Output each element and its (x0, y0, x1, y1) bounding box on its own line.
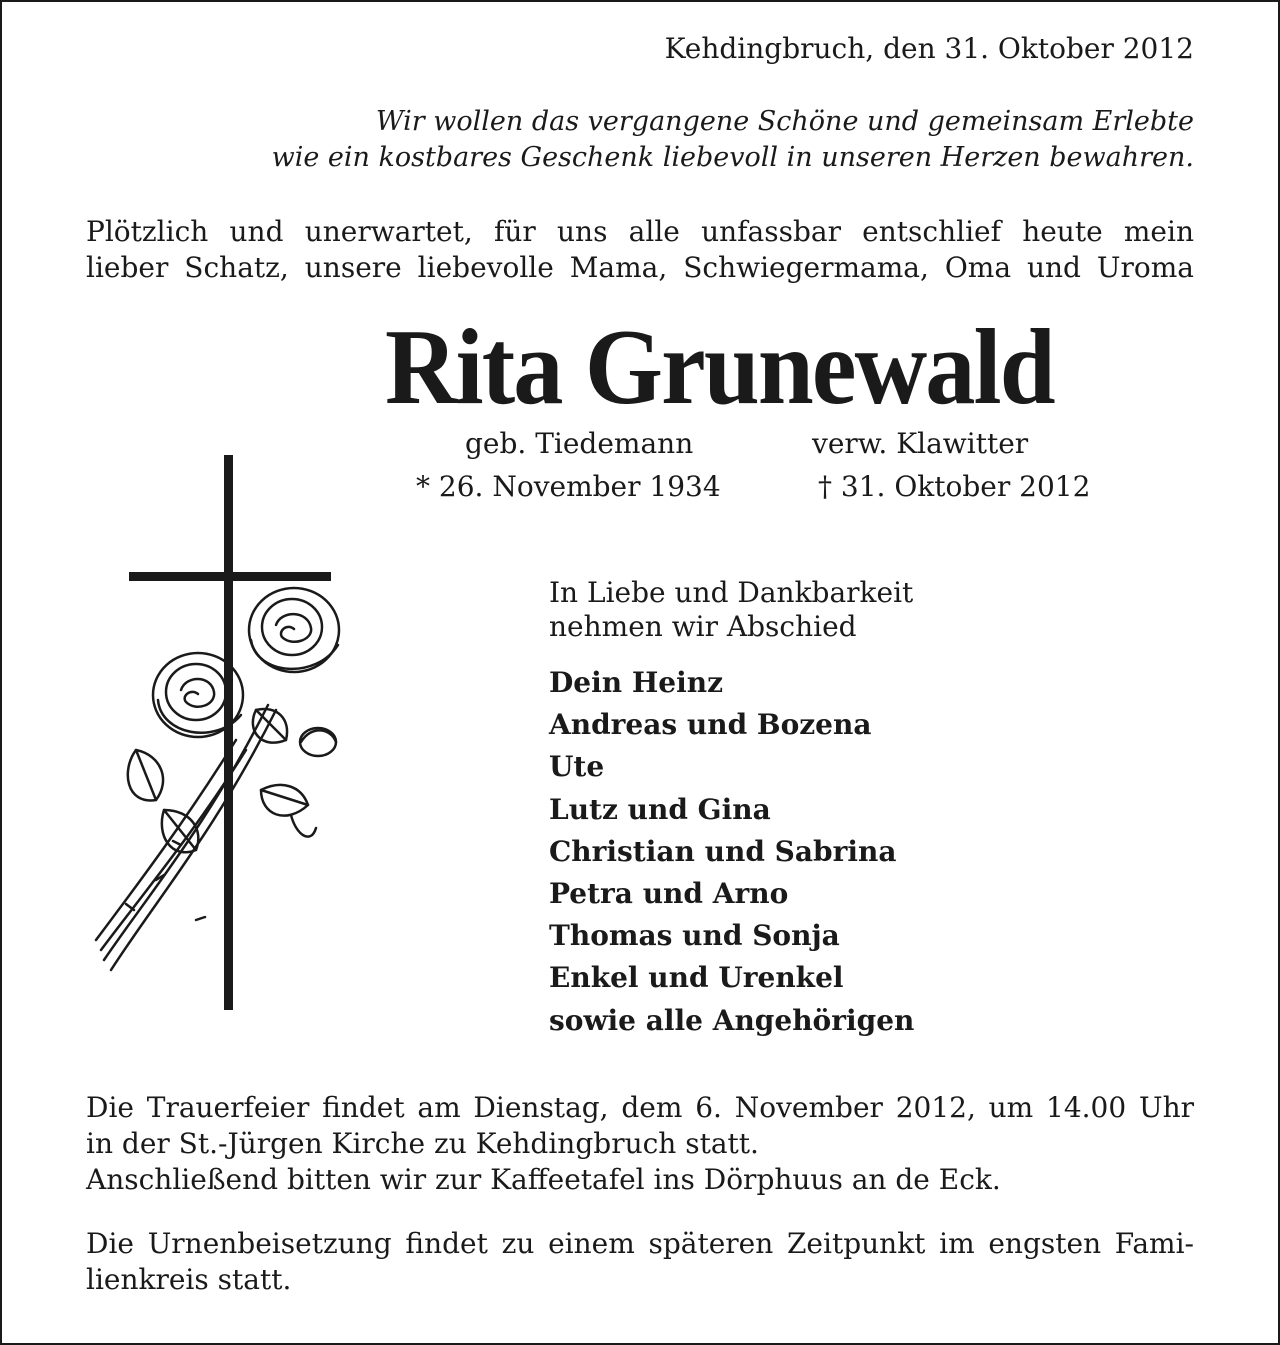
service-line-1: Die Trauerfeier findet am Dienstag, dem 6. November 2012, um 14.00 Uhr (86, 1091, 1194, 1124)
farewell-text (549, 576, 913, 644)
intro-line-2: lieber Schatz, unsere liebevolle Mama, Schwiegermama, Oma und Uroma (86, 251, 1194, 284)
farewell-line-2: nehmen wir Abschied (549, 610, 857, 643)
deceased-name: Rita Grunewald (385, 308, 1054, 427)
service-info (86, 1090, 1194, 1198)
maiden-name: geb. Tiedemann (465, 427, 694, 460)
mourner-item: Christian und Sabrina (549, 834, 897, 868)
motto (272, 104, 1194, 176)
mourners-list (549, 664, 914, 1044)
farewell-line-1: In Liebe und Dankbarkeit (549, 576, 914, 609)
birth-date: * 26. November 1934 (416, 470, 721, 503)
cross-with-roses-icon (86, 450, 356, 1020)
mourner-item: sowie alle Angehörigen (549, 1003, 915, 1037)
mourner-item: Thomas und Sonja (549, 919, 840, 953)
mourner-item: Andreas und Bozena (549, 708, 872, 742)
urn-line-1: Die Urnenbeisetzung findet zu einem späteren Zeitpunkt im engsten Fami- (86, 1227, 1194, 1260)
mourner-item: Dein Heinz (549, 666, 724, 699)
motto-line-1: Wir wollen das vergangene Schöne und gemeinsam Erlebte (375, 106, 1194, 137)
mourner-item: Ute (549, 750, 605, 784)
death-date: † 31. Oktober 2012 (818, 470, 1091, 503)
service-line-3: Anschließend bitten wir zur Kaffeetafel ins Dörphuus an de Eck. (86, 1163, 1001, 1196)
intro-line-1: Plötzlich und unerwartet, für uns alle unfassbar entschlief heute mein (86, 215, 1194, 248)
intro-text (86, 214, 1194, 286)
mourner-item: Enkel und Urenkel (549, 961, 844, 995)
urn-burial-info (86, 1226, 1194, 1298)
widowed-name: verw. Klawitter (812, 427, 1029, 460)
service-line-2: in der St.-Jürgen Kirche zu Kehdingbruch statt. (86, 1127, 759, 1160)
motto-line-2: wie ein kostbares Geschenk liebevoll in unseren Herzen bewahren. (271, 142, 1194, 173)
mourner-item: Lutz und Gina (549, 792, 771, 826)
place-date: Kehdingbruch, den 31. Oktober 2012 (664, 32, 1194, 65)
urn-line-2: lienkreis statt. (86, 1263, 292, 1296)
mourner-item: Petra und Arno (549, 876, 789, 910)
